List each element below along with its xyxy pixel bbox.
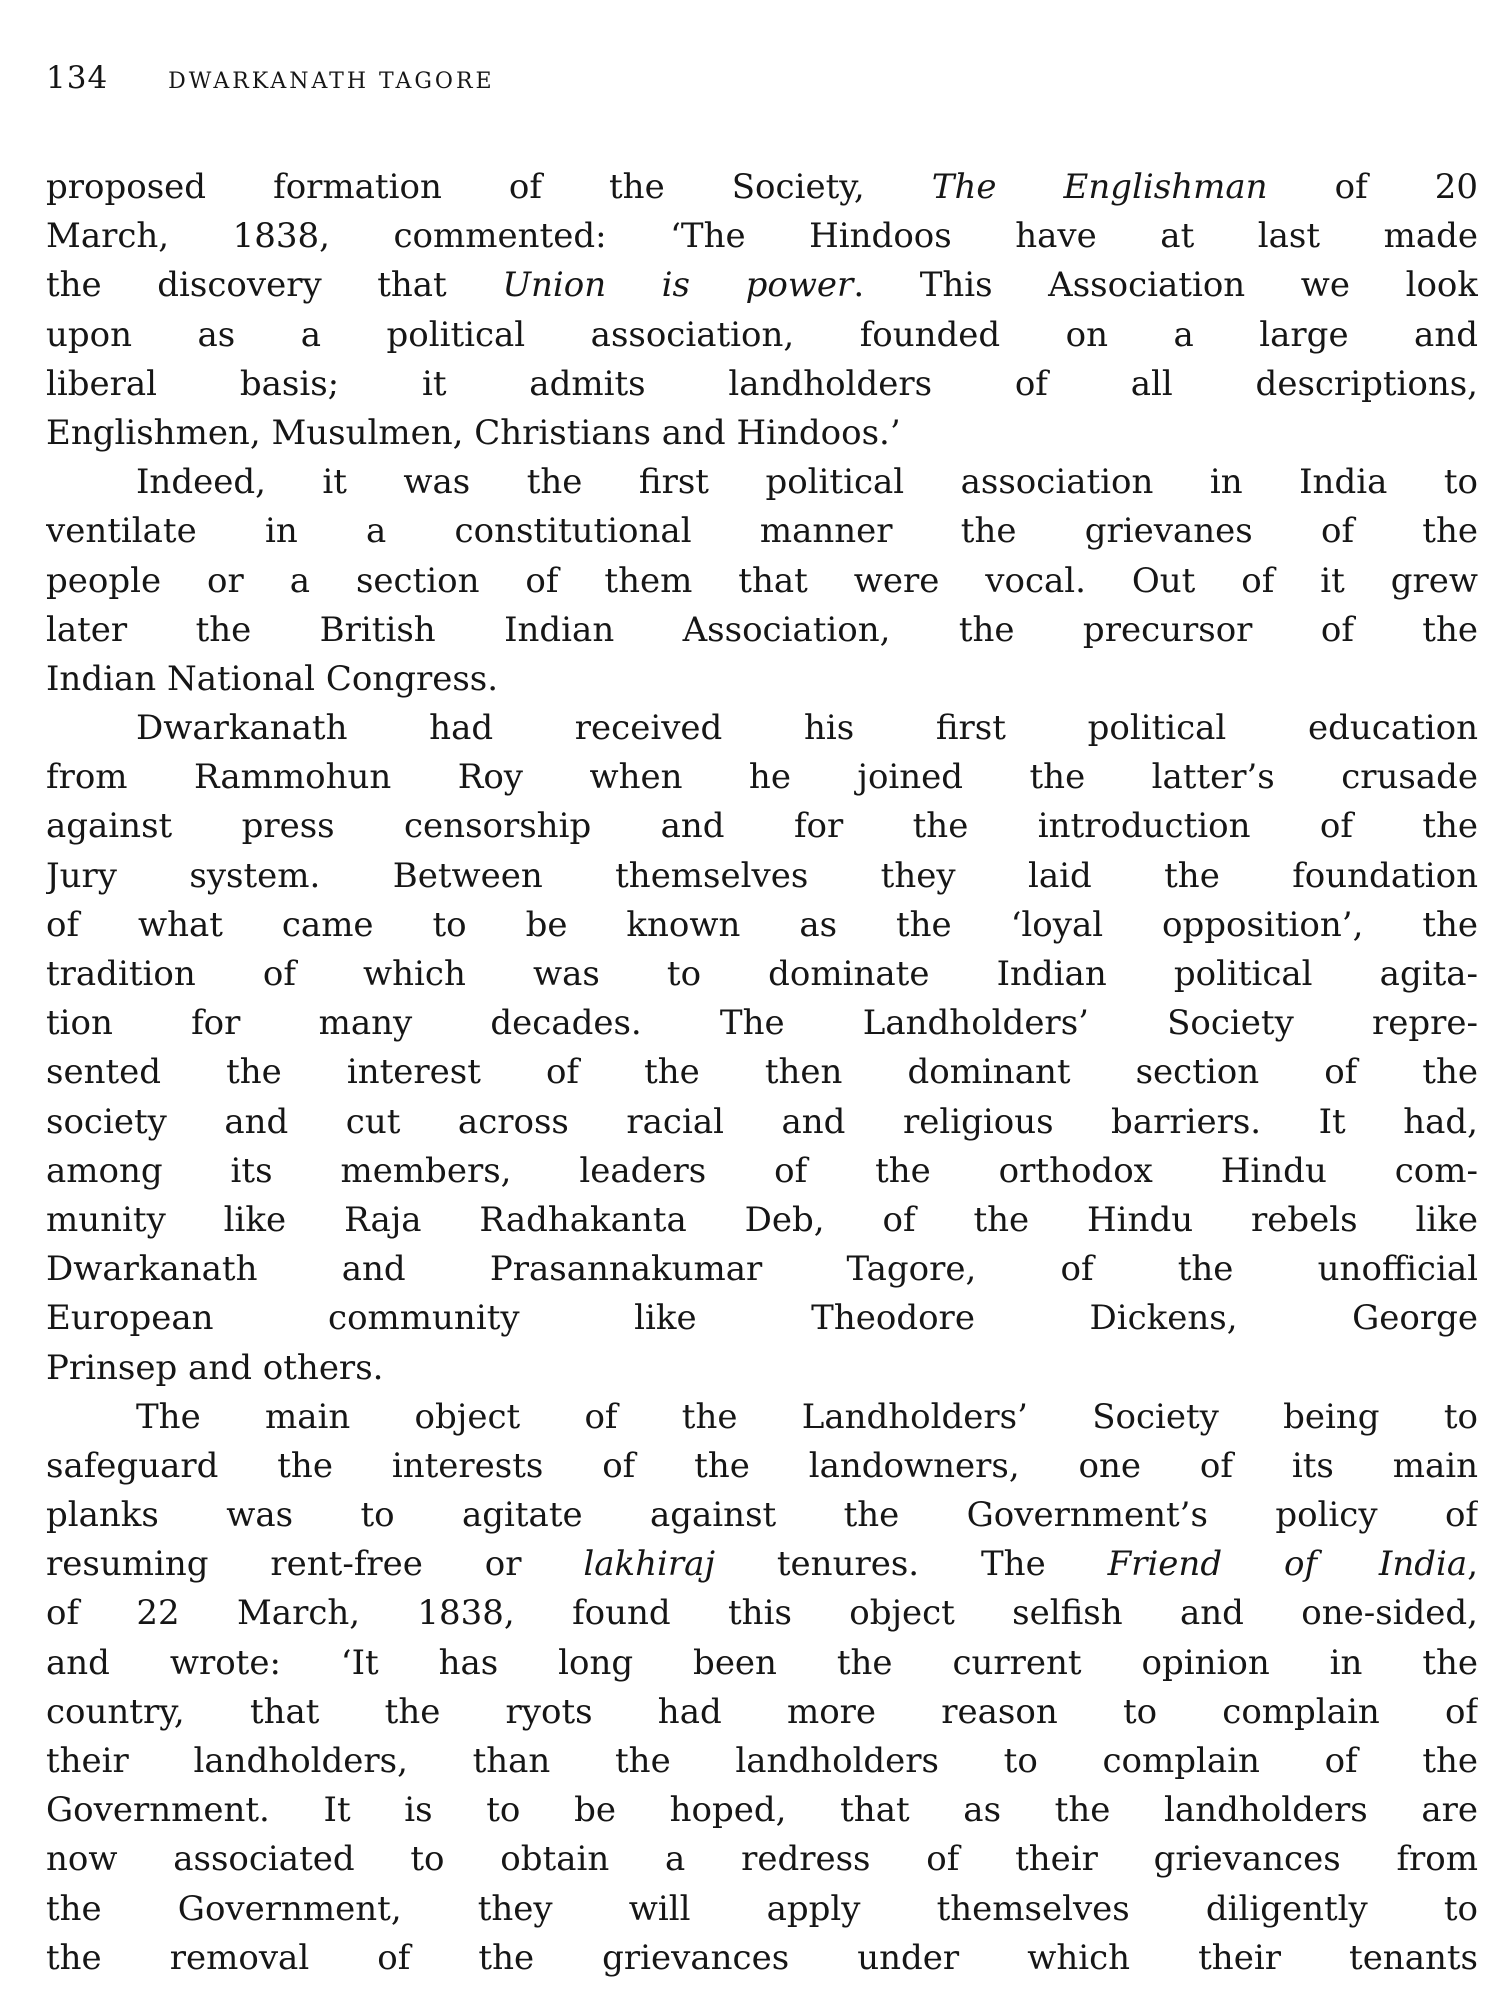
running-head — [46, 60, 495, 100]
text-line: their landholders, than the landholders to complain of the — [46, 1741, 1478, 1781]
text-line: European community like Theodore Dickens, George — [46, 1298, 1478, 1339]
paragraph-end-line: Englishmen, Musulmen, Christians and Hindoos.’ — [46, 412, 901, 453]
text-line: Dwarkanath and Prasannakumar Tagore, of the unofficial — [46, 1249, 1478, 1290]
page-number: 134 — [46, 60, 109, 96]
text-line: proposed formation of the Society, The Englishman of 20 — [46, 167, 1478, 207]
text-line: of 22 March, 1838, found this object selfish and one-sided, — [46, 1593, 1478, 1634]
text-line: liberal basis; it admits landholders of all descriptions, — [46, 363, 1478, 404]
text-line: the Government, they will apply themselves diligently to — [46, 1888, 1478, 1929]
text-line: planks was to agitate against the Government’s policy of — [46, 1495, 1478, 1536]
text-line: now associated to obtain a redress of their grievances from — [46, 1839, 1478, 1880]
text-line: of what came to be known as the ‘loyal opposition’, the — [46, 904, 1478, 945]
paragraph-start-line: Dwarkanath had received his first political education — [136, 708, 1478, 749]
text-line: resuming rent-free or lakhiraj tenures. The Friend of India, — [46, 1544, 1478, 1585]
text-line: and wrote: ‘It has long been the current opinion in the — [46, 1642, 1478, 1683]
text-line: munity like Raja Radhakanta Deb, of the Hindu rebels like — [46, 1199, 1478, 1240]
running-title: DWARKANATH TAGORE — [168, 69, 495, 94]
text-line: sented the interest of the then dominant section of the — [46, 1052, 1478, 1093]
text-line: tion for many decades. The Landholders’ Society repre- — [46, 1003, 1478, 1044]
text-line: Government. It is to be hoped, that as the landholders are — [46, 1790, 1478, 1831]
text-line: tradition of which was to dominate Indian political agita- — [46, 954, 1478, 994]
text-line: from Rammohun Roy when he joined the latter’s crusade — [46, 757, 1478, 798]
text-line: ventilate in a constitutional manner the grievanes of the — [46, 511, 1478, 552]
text-line: March, 1838, commented: ‘The Hindoos have at last made — [46, 216, 1478, 257]
body-text — [46, 163, 1478, 1983]
paragraph-end-line: Indian National Congress. — [46, 658, 499, 699]
paragraph-start-line: The main object of the Landholders’ Society being to — [136, 1396, 1478, 1437]
paragraph-start-line: Indeed, it was the first political association in India to — [136, 462, 1478, 503]
paragraph-end-line: Prinsep and others. — [46, 1347, 384, 1388]
text-line: later the British Indian Association, the precursor of the — [46, 609, 1478, 650]
text-line: the discovery that Union is power. This Association we look — [46, 265, 1478, 306]
text-line: upon as a political association, founded on a large and — [46, 314, 1478, 355]
text-line: people or a section of them that were vocal. Out of it grew — [46, 560, 1478, 601]
text-line: among its members, leaders of the orthodox Hindu com- — [46, 1150, 1478, 1191]
text-line: country, that the ryots had more reason to complain of — [46, 1691, 1478, 1732]
text-line: safeguard the interests of the landowners, one of its main — [46, 1445, 1478, 1486]
text-line: against press censorship and for the introduction of the — [46, 806, 1478, 847]
text-line: the removal of the grievances under which their tenants — [46, 1937, 1478, 1978]
text-line: society and cut across racial and religious barriers. It had, — [46, 1101, 1478, 1142]
text-line: Jury system. Between themselves they laid the foundation — [46, 855, 1478, 896]
